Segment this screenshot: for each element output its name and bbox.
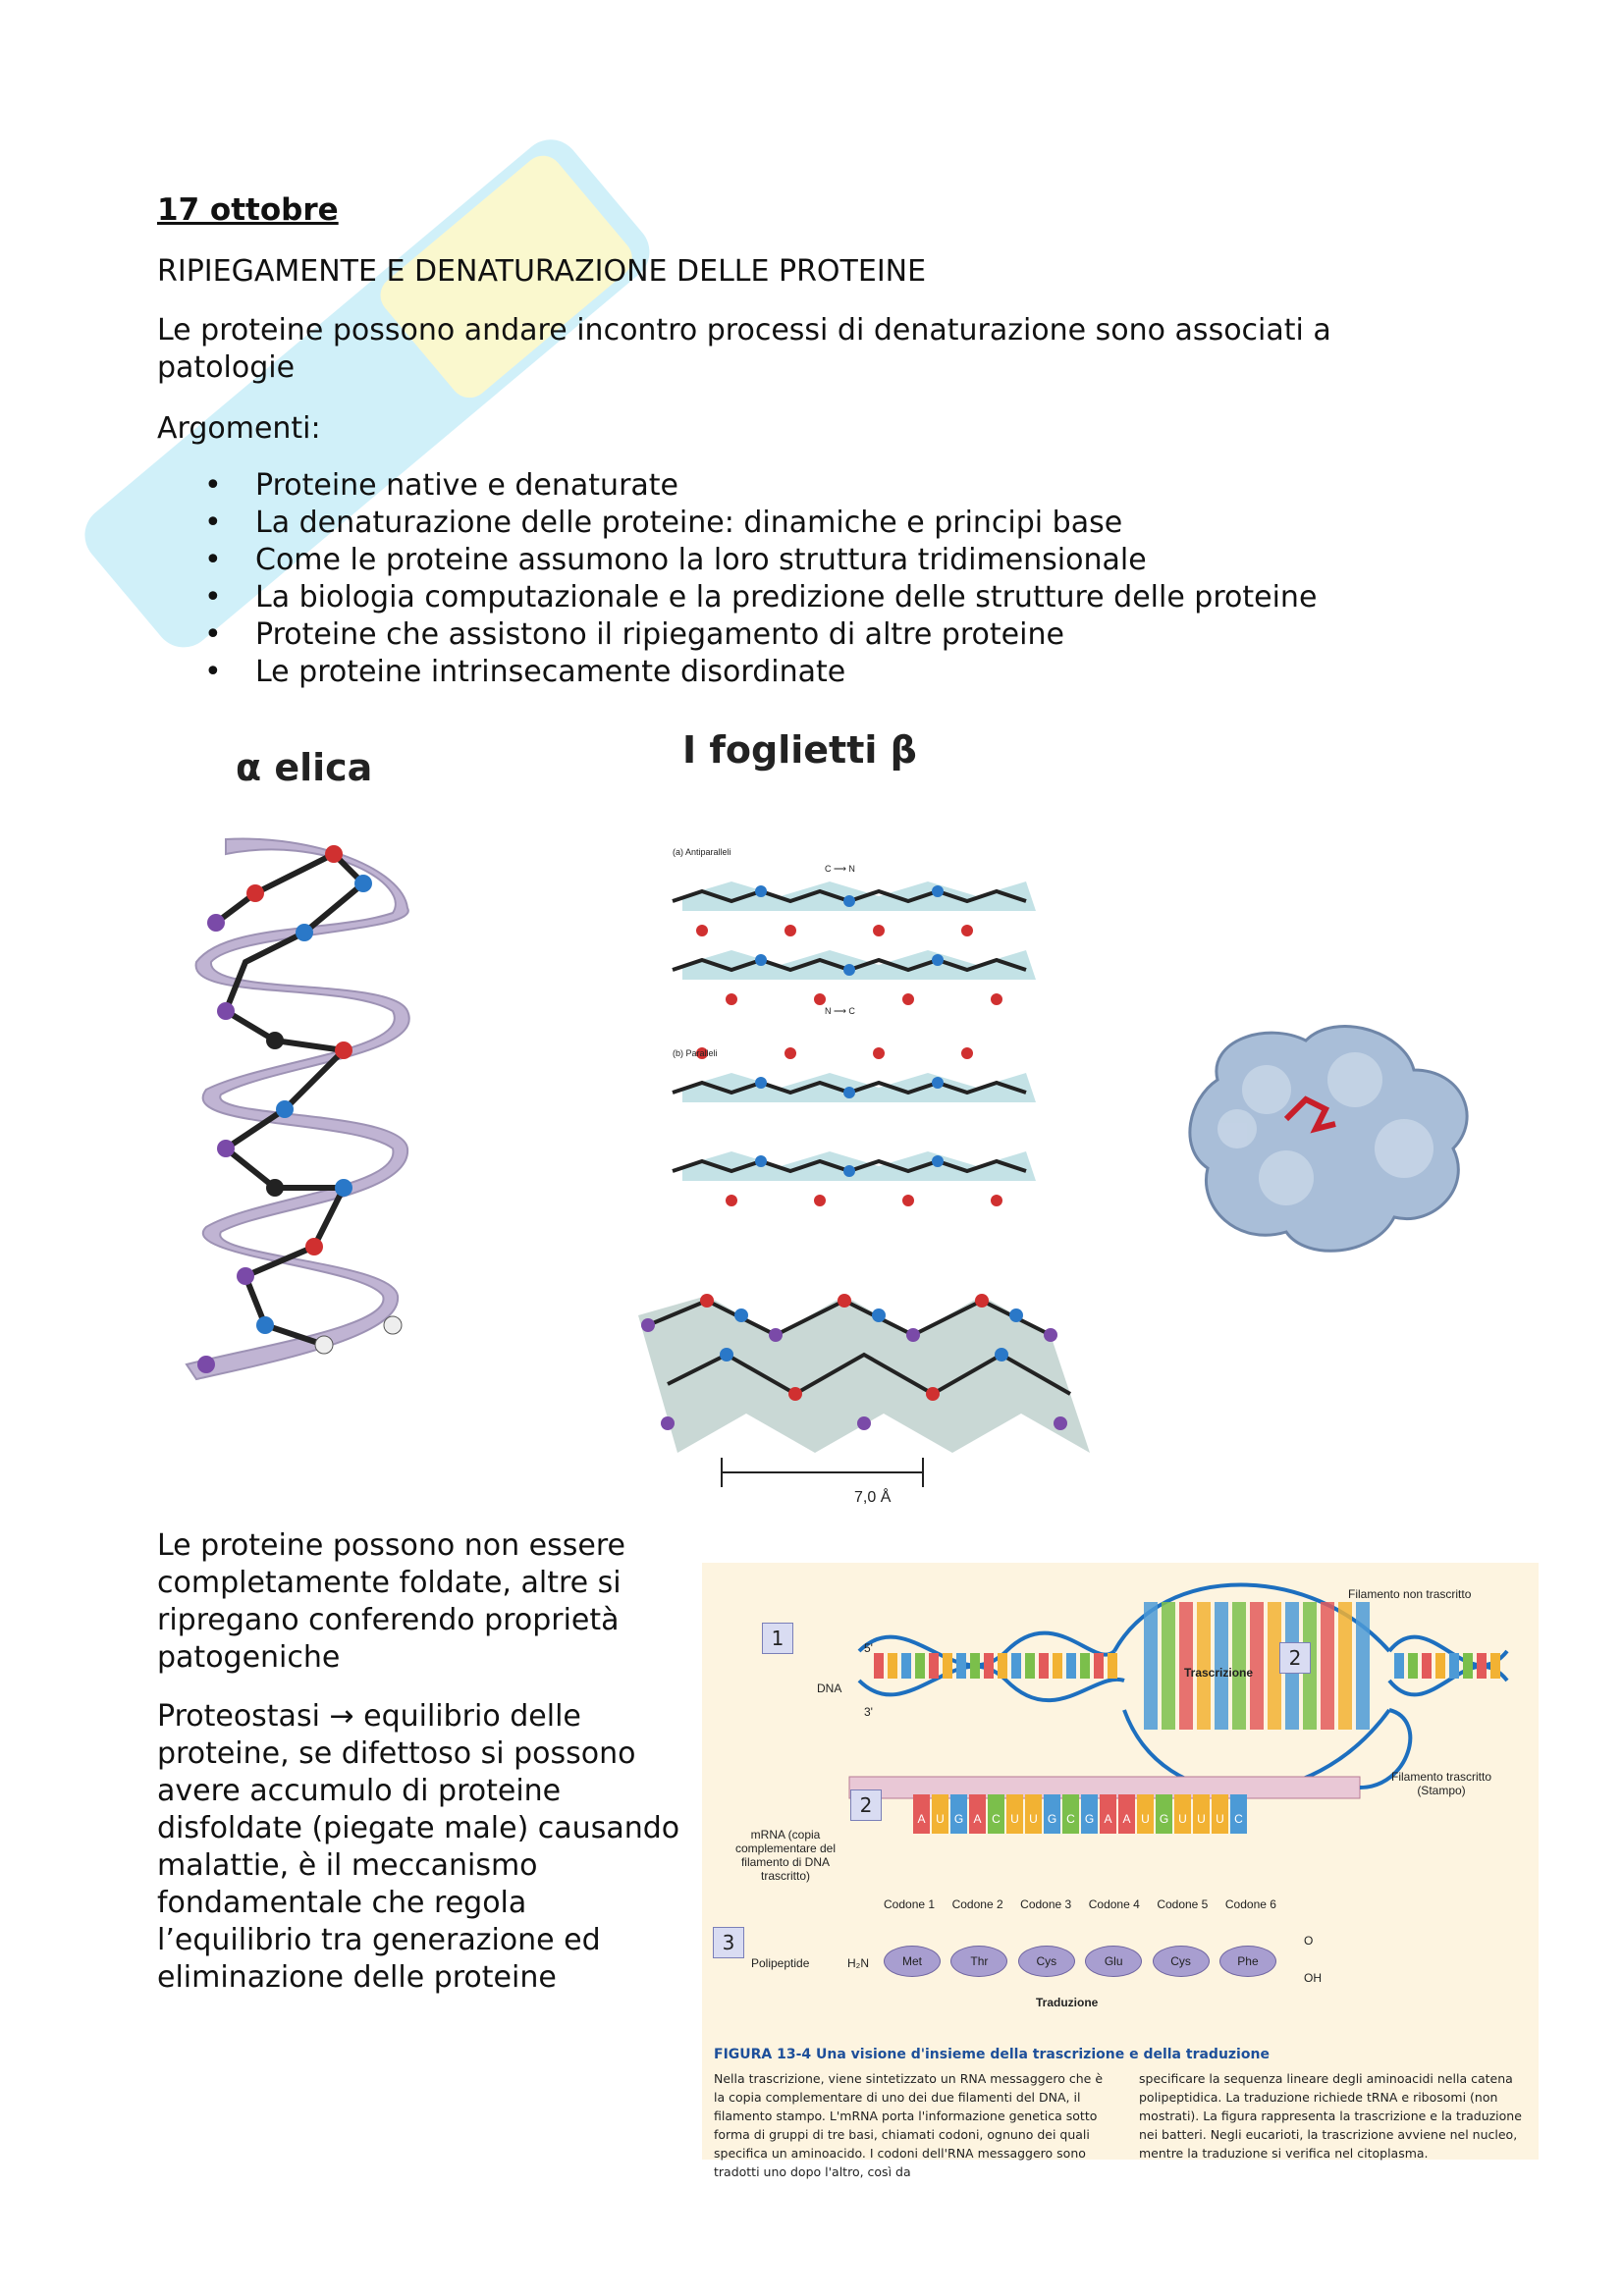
mrna-base: G [1081, 1794, 1098, 1834]
base-pair [1449, 1653, 1459, 1679]
codon-label: Codone 3 [1020, 1897, 1072, 1911]
base-pair [1162, 1602, 1175, 1730]
date-heading: 17 ottobre [157, 192, 339, 228]
mrna-base: C [1230, 1794, 1247, 1834]
base-pair [984, 1653, 994, 1679]
mrna-base: U [932, 1794, 948, 1834]
mrna-base: G [1044, 1794, 1060, 1834]
figure-caption-right: specificare la sequenza lineare degli aminoacidi nella catena polipeptidica. La traduzione richiede tRNA e ribosomi (non mostrati). La figura rappresenta la trascrizione e la traduzione nei batteri. Negli eucarioti, la trascrizione avviene nel nucleo, mentre la traduzione si verifica nel citoplasma. [1139, 2071, 1522, 2161]
base-pair [1338, 1602, 1352, 1730]
list-item: • La denaturazione delle proteine: dinamiche e principi base [204, 506, 1123, 540]
protein-surface-image [1178, 1011, 1483, 1266]
dna-label: DNA [817, 1682, 842, 1695]
codon-label: Codone 1 [884, 1897, 936, 1911]
section-title: RIPIEGAMENTE E DENATURAZIONE DELLE PROTEINE [157, 254, 927, 289]
bullet-icon: • [204, 468, 222, 503]
parallel-label: (b) Paralleli [673, 1048, 718, 1058]
amino-acid: Cys [1018, 1946, 1075, 1977]
base-pair [901, 1653, 911, 1679]
base-pair [1321, 1602, 1334, 1730]
mrna-base: U [1174, 1794, 1191, 1834]
topics-label: Argomenti: [157, 411, 321, 446]
base-pair [1490, 1653, 1500, 1679]
mrna-base: U [1025, 1794, 1042, 1834]
mrna-base: U [1212, 1794, 1228, 1834]
bullet-icon: • [204, 506, 222, 540]
base-pair [1039, 1653, 1049, 1679]
antiparallel-label: (a) Antiparalleli [673, 847, 731, 857]
codon-label: Codone 5 [1157, 1897, 1209, 1911]
step-2b-badge: 2 [850, 1789, 882, 1821]
base-pair [970, 1653, 980, 1679]
base-pair [1094, 1653, 1104, 1679]
figure-caption-left: Nella trascrizione, viene sintetizzato un RNA messaggero che è la copia complementare di uno dei due filamenti del DNA, il filamento stampo. L'mRNA porta l'informazione genetica sotto forma di gruppi di tre basi, chiamati codoni, ognuno dei quali specifica un aminoacido. I codoni dell'RNA messaggero sono tradotti uno dopo l'altro, così da [714, 2071, 1104, 2179]
pleated-sheet-image [628, 1276, 1100, 1502]
base-pair [915, 1653, 925, 1679]
base-pair [998, 1653, 1007, 1679]
amino-terminus: H₂N [847, 1956, 869, 1970]
base-pair [956, 1653, 966, 1679]
amino-acid: Thr [950, 1946, 1007, 1977]
intro-paragraph: Le proteine possono andare incontro processi di denaturazione sono associati a patologie [157, 313, 1331, 385]
transcription-label: Trascrizione [1184, 1666, 1254, 1680]
base-pair [1011, 1653, 1021, 1679]
base-pair [1394, 1653, 1404, 1679]
base-pair [1463, 1653, 1473, 1679]
base-pair [943, 1653, 952, 1679]
base-pair [1144, 1602, 1158, 1730]
bullet-icon: • [204, 543, 222, 577]
mrna-base: A [913, 1794, 930, 1834]
codon-labels [884, 1897, 1276, 1911]
codon-label: Codone 6 [1224, 1897, 1276, 1911]
list-item: • Proteine native e denaturate [204, 468, 679, 503]
five-prime-label: 5' [864, 1641, 873, 1655]
list-item: • Come le proteine assumono la loro struttura tridimensionale [204, 543, 1147, 577]
mrna-base: U [1137, 1794, 1154, 1834]
template-label: Filamento trascritto (Stampo) [1390, 1770, 1492, 1797]
figure-caption-title: FIGURA 13-4 Una visione d'insieme della trascrizione e della traduzione [714, 2047, 1270, 2062]
codon-label: Codone 2 [951, 1897, 1003, 1911]
amino-acid: Glu [1085, 1946, 1142, 1977]
base-pair [888, 1653, 897, 1679]
mrna-base: C [1062, 1794, 1079, 1834]
folding-paragraph: Le proteine possono non essere completamente foldate, altre si ripregano conferendo proprietà patogeniche [157, 1528, 625, 1675]
mrna-base: A [1100, 1794, 1116, 1834]
list-item: • Le proteine intrinsecamente disordinate [204, 655, 846, 689]
base-pair [1080, 1653, 1090, 1679]
carboxyl-hydroxyl: OH [1304, 1971, 1322, 1985]
base-pair [1108, 1653, 1117, 1679]
bullet-icon: • [204, 617, 222, 652]
proteostasis-paragraph: Proteostasi → equilibrio delle proteine, se difettoso si possono avere accumulo di proteine disfoldate (piegate male) causando malattie, è il meccanismo fondamentale che regola l’equilibrio tra generazione ed eliminazione delle proteine [157, 1699, 680, 1995]
translation-label: Traduzione [1036, 1996, 1099, 2009]
notes-column [157, 1527, 687, 2018]
arrow-nc-label: N ⟶ C [825, 1006, 855, 1016]
alpha-helix-image [167, 815, 422, 1404]
carboxyl-oxygen: O [1304, 1934, 1314, 1948]
bullet-icon: • [204, 580, 222, 614]
base-pair [1435, 1653, 1445, 1679]
sheet-width-label: 7,0 Å [854, 1489, 892, 1506]
step-3-badge: 3 [713, 1927, 744, 1958]
base-pair [1408, 1653, 1418, 1679]
list-item: • La biologia computazionale e la predizione delle strutture delle proteine [204, 580, 1318, 614]
non-template-label: Filamento non trascritto [1348, 1587, 1472, 1601]
amino-acid: Cys [1153, 1946, 1210, 1977]
codon-label: Codone 4 [1088, 1897, 1140, 1911]
base-pair [929, 1653, 939, 1679]
base-pair [1025, 1653, 1035, 1679]
amino-acid: Phe [1219, 1946, 1276, 1977]
base-pair [1053, 1653, 1062, 1679]
list-item: • Proteine che assistono il ripiegamento di altre proteine [204, 617, 1064, 652]
mrna-base: A [969, 1794, 986, 1834]
base-pair [1066, 1653, 1076, 1679]
topics-list [157, 467, 1317, 691]
base-pair [1422, 1653, 1432, 1679]
arrow-cn-label: C ⟶ N [825, 864, 855, 874]
mrna-base: G [950, 1794, 967, 1834]
base-pair [1356, 1602, 1370, 1730]
polypeptide-label: Polipeptide [751, 1956, 810, 1970]
step-2-badge: 2 [1279, 1642, 1311, 1674]
mrna-base: G [1156, 1794, 1172, 1834]
base-pair [874, 1653, 884, 1679]
base-pair [1477, 1653, 1487, 1679]
mrna-base: C [988, 1794, 1004, 1834]
step-1-badge: 1 [762, 1623, 793, 1654]
mrna-label: mRNA (copia complementare del filamento di DNA trascritto) [734, 1828, 837, 1883]
mrna-base: U [1006, 1794, 1023, 1834]
amino-acid: Met [884, 1946, 941, 1977]
three-prime-label: 3' [864, 1705, 873, 1719]
alpha-helix-label: α elica [236, 746, 373, 789]
beta-sheet-image [663, 842, 1055, 1215]
mrna-base: U [1193, 1794, 1210, 1834]
beta-sheet-label: I foglietti β [682, 728, 917, 772]
bullet-icon: • [204, 655, 222, 689]
mrna-bases [913, 1794, 1247, 1834]
mrna-base: A [1118, 1794, 1135, 1834]
amino-acid-chain [884, 1946, 1276, 1977]
